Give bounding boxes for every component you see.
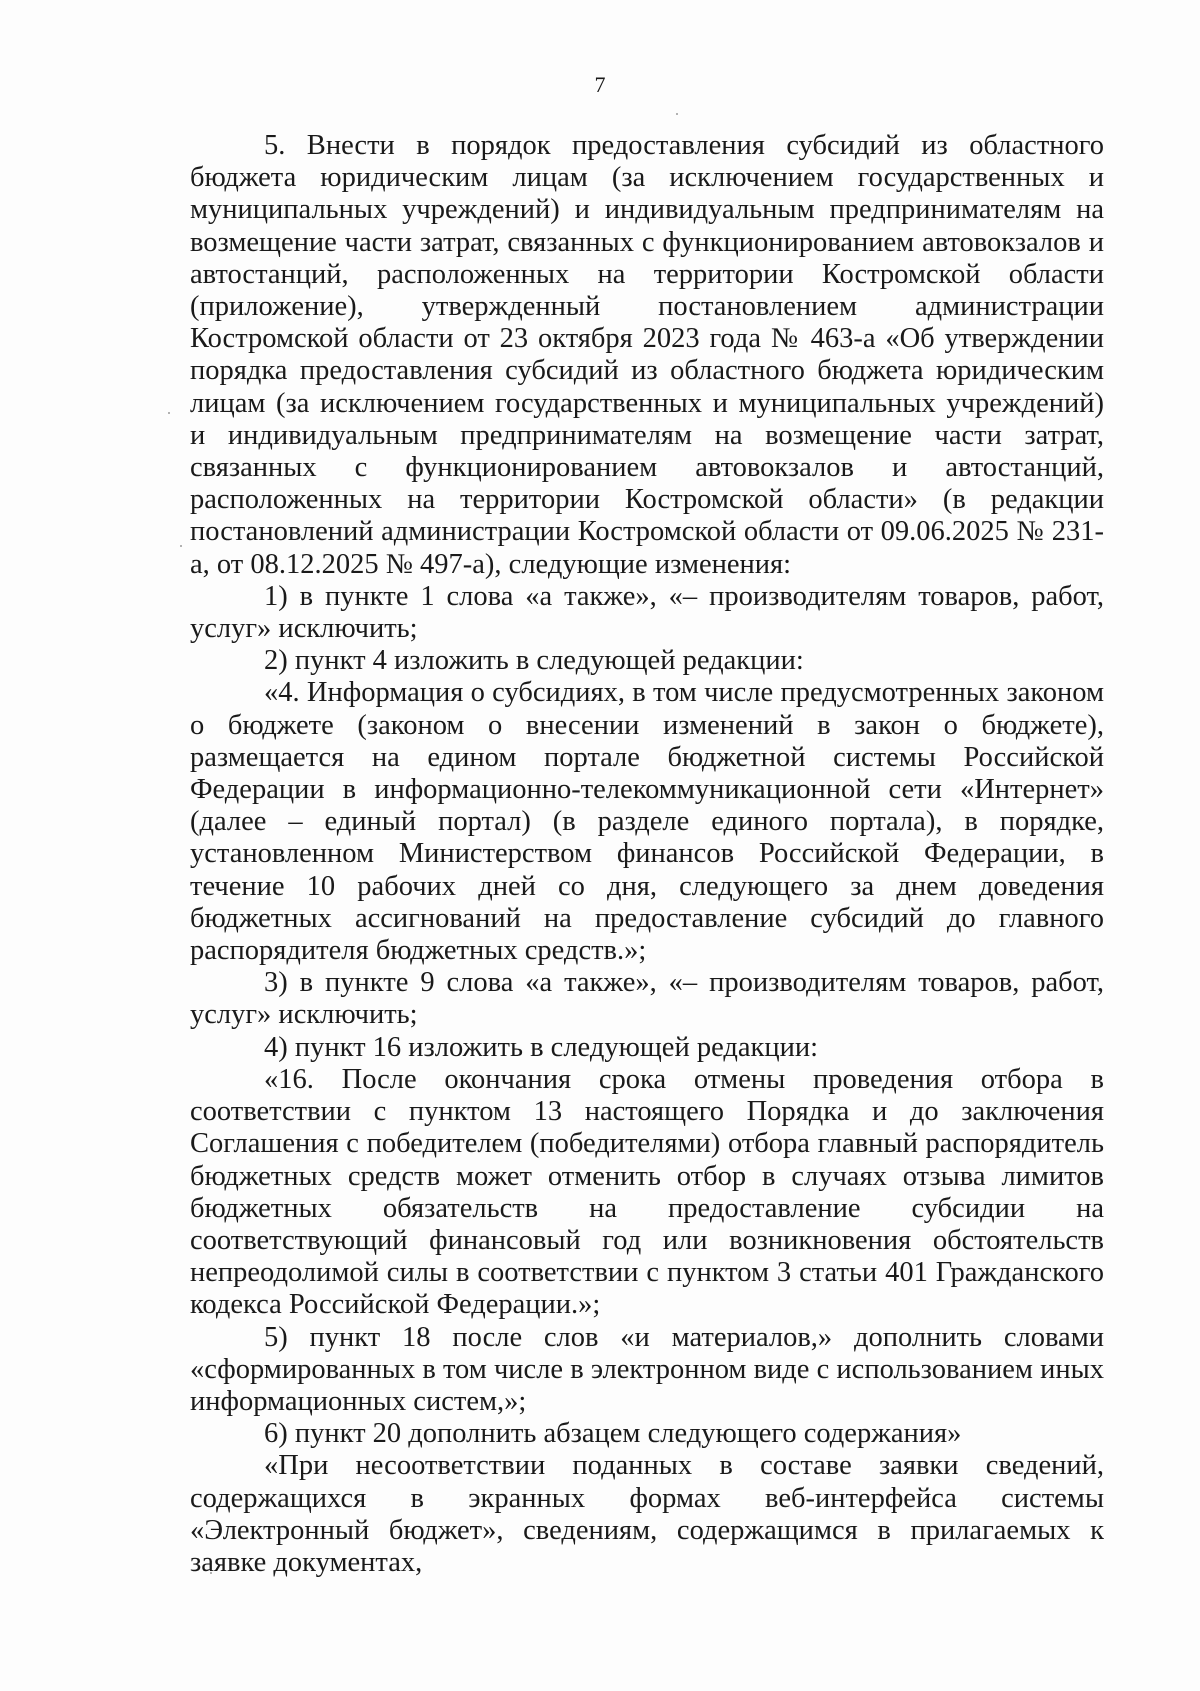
paragraph-item-2: 2) пункт 4 изложить в следующей редакции:: [264, 645, 804, 677]
paragraph-item-3: 3) в пункте 9 слова «а также», «– производителям товаров, работ, услуг» исключить;: [190, 967, 1104, 1031]
paragraph-amendment-intro: 5. Внести в порядок предоставления субсидий из областного бюджета юридическим лицам (за исключением государственных и муниципальных учреждений) и индивидуальным предпринимателям на возмещение части затрат, связанных с функционированием автовокзалов и автостанций, расположенных на территории Костромской области (приложение), утвержденный постановлением администрации Костромской области от 23 октября 2023 года № 463-а «Об утверждении порядка предоставления субсидий из областного бюджета юридическим лицам (за исключением государственных и муниципальных учреждений) и индивидуальным предпринимателям на возмещение части затрат, связанных с функционированием автовокзалов и автостанций, расположенных на территории Костромской области» (в редакции постановлений администрации Костромской области от 09.06.2025 № 231-а, от 08.12.2025 № 497-а), следующие изменения:: [190, 130, 1104, 580]
document-body: [190, 130, 1104, 1579]
paragraph-clause-20-addition: «При несоответствии поданных в составе заявки сведений, содержащихся в экранных формах веб-интерфейса системы «Электронный бюджет», сведениям, содержащимся в прилагаемых к заявке документах,: [190, 1450, 1104, 1578]
paragraph-item-6: 6) пункт 20 дополнить абзацем следующего содержания»: [264, 1418, 962, 1450]
paragraph-item-1: 1) в пункте 1 слова «а также», «– производителям товаров, работ, услуг» исключить;: [190, 580, 1104, 645]
paragraph-clause-4: «4. Информация о субсидиях, в том числе предусмотренных законом о бюджете (законом о внесении изменений в закон о бюджете), размещается на едином портале бюджетной системы Российской Федерации в информационно-телекоммуникационной сети «Интернет» (далее – единый портал) (в разделе единого портала), в порядке, установленном Министерством финансов Российской Федерации, в течение 10 рабочих дней со дня, следующего за днем доведения бюджетных ассигнований на предоставление субсидий до главного распорядителя бюджетных средств.»;: [190, 677, 1104, 967]
paragraph-item-5: 5) пункт 18 после слов «и материалов,» дополнить словами «сформированных в том числе в электронном виде с использованием иных информационных систем,»;: [190, 1321, 1104, 1417]
page-number: 7: [594, 72, 606, 97]
paragraph-item-4: 4) пункт 16 изложить в следующей редакции:: [264, 1031, 819, 1063]
scan-speck: [168, 412, 170, 414]
scan-speck: [180, 545, 182, 547]
paragraph-clause-16: «16. После окончания срока отмены проведения отбора в соответствии с пунктом 13 настоящего Порядка и до заключения Соглашения с победителем (победителями) отбора главный распорядитель бюджетных средств может отменить отбор в случаях отзыва лимитов бюджетных обязательств на предоставление субсидии на соответствующий финансовый год или возникновения обстоятельств непреодолимой силы в соответствии с пунктом 3 статьи 401 Гражданского кодекса Российской Федерации.»;: [190, 1063, 1104, 1321]
scan-speck: [676, 113, 678, 115]
